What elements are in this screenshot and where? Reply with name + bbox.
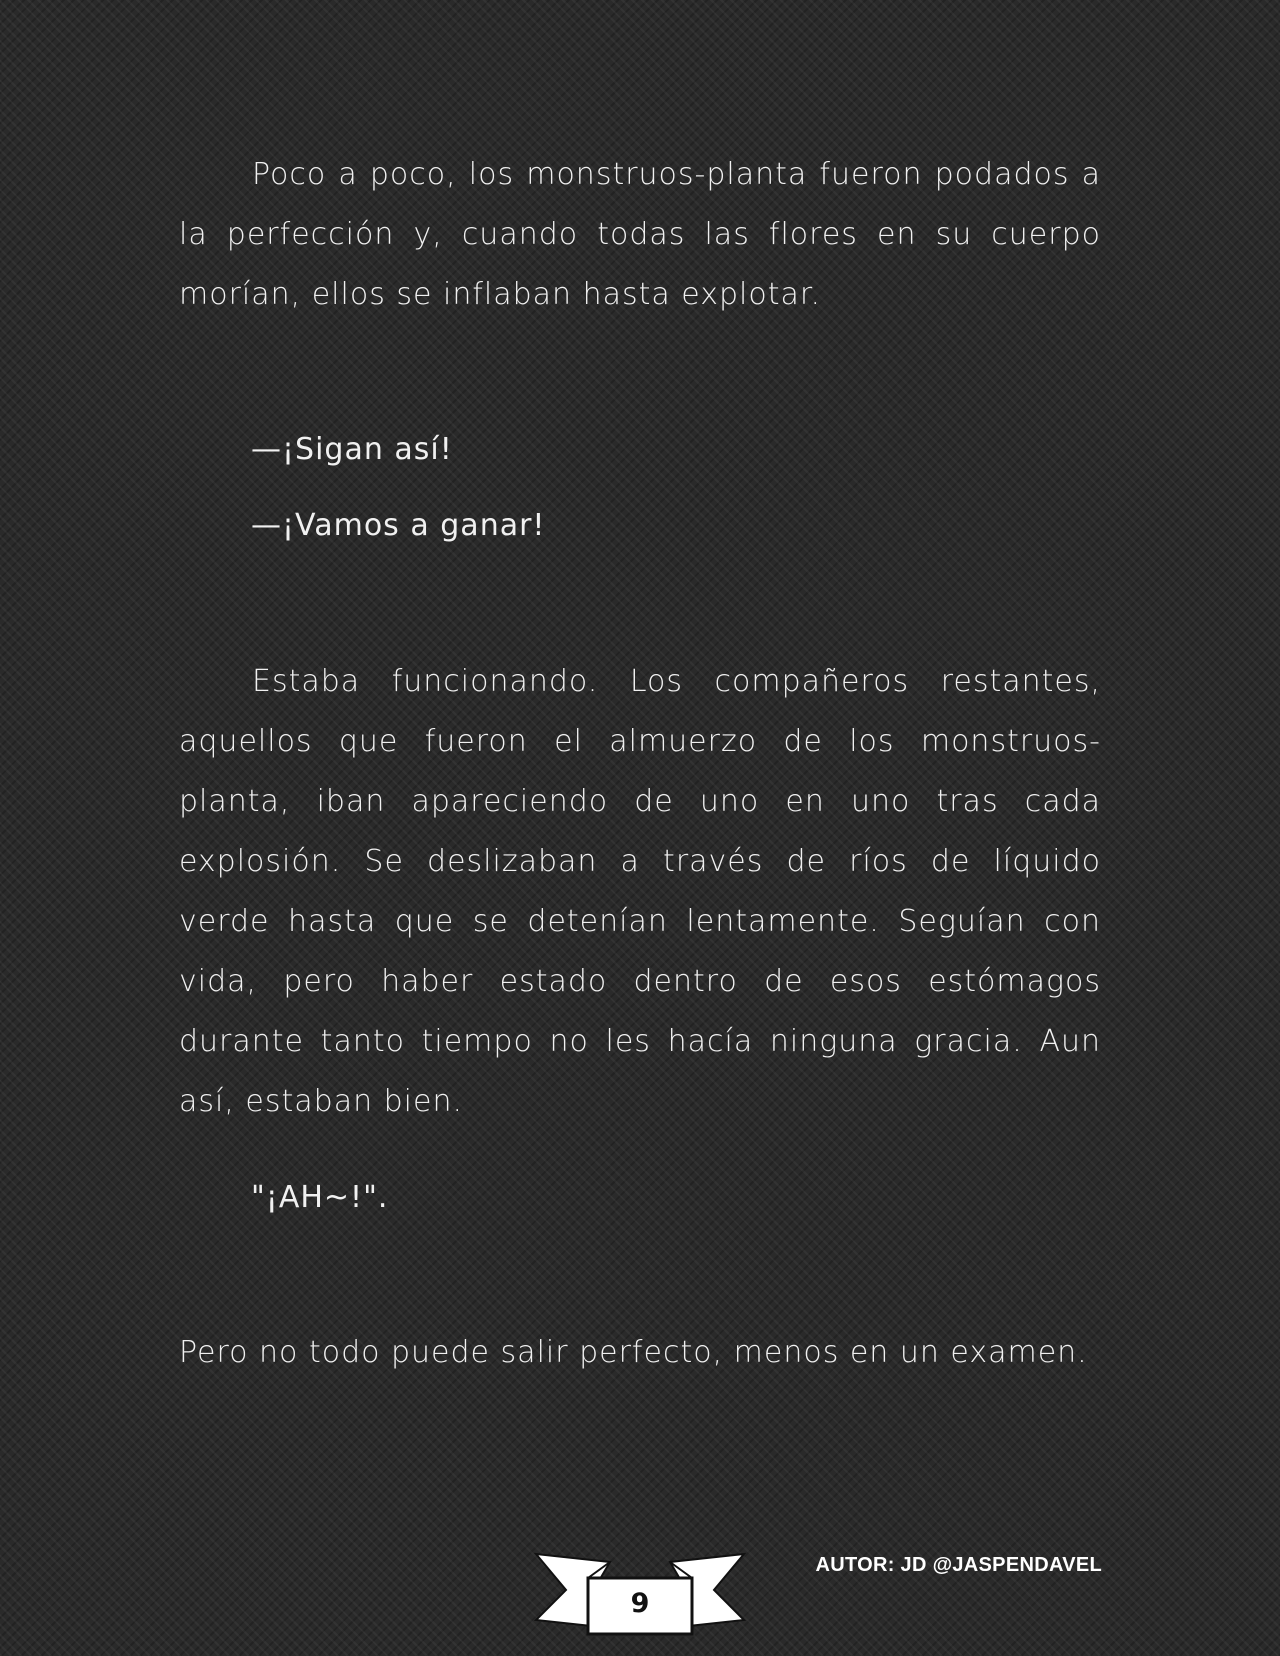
dialogue-line-1: —¡Sigan así! [251,432,453,467]
dialogue-line-2: —¡Vamos a ganar! [251,508,546,543]
exclamation-line: "¡AH~!". [251,1180,389,1215]
author-credit: AUTOR: JD @JASPENDAVEL [815,1554,1102,1576]
paragraph-1: Poco a poco, los monstruos-planta fueron podados a la perfección y, cuando todas las flores en su cuerpo morían, ellos se inflaban hasta explotar. [179,157,1101,312]
page-number: 9 [630,1588,650,1619]
closing-line: Pero no todo puede salir perfecto, menos en un examen. [179,1335,1088,1370]
paragraph-2: Estaba funcionando. Los compañeros restantes, aquellos que fueron el almuerzo de los monstruos-planta, iban apareciendo de uno en uno tras cada explosión. Se deslizaban a través de ríos de líquido verde hasta que se detenían lentamente. Seguían con vida, pero haber estado dentro de esos estómagos durante tanto tiempo no les hacía ninguna gracia. Aun así, estaban bien. [179,664,1101,1119]
